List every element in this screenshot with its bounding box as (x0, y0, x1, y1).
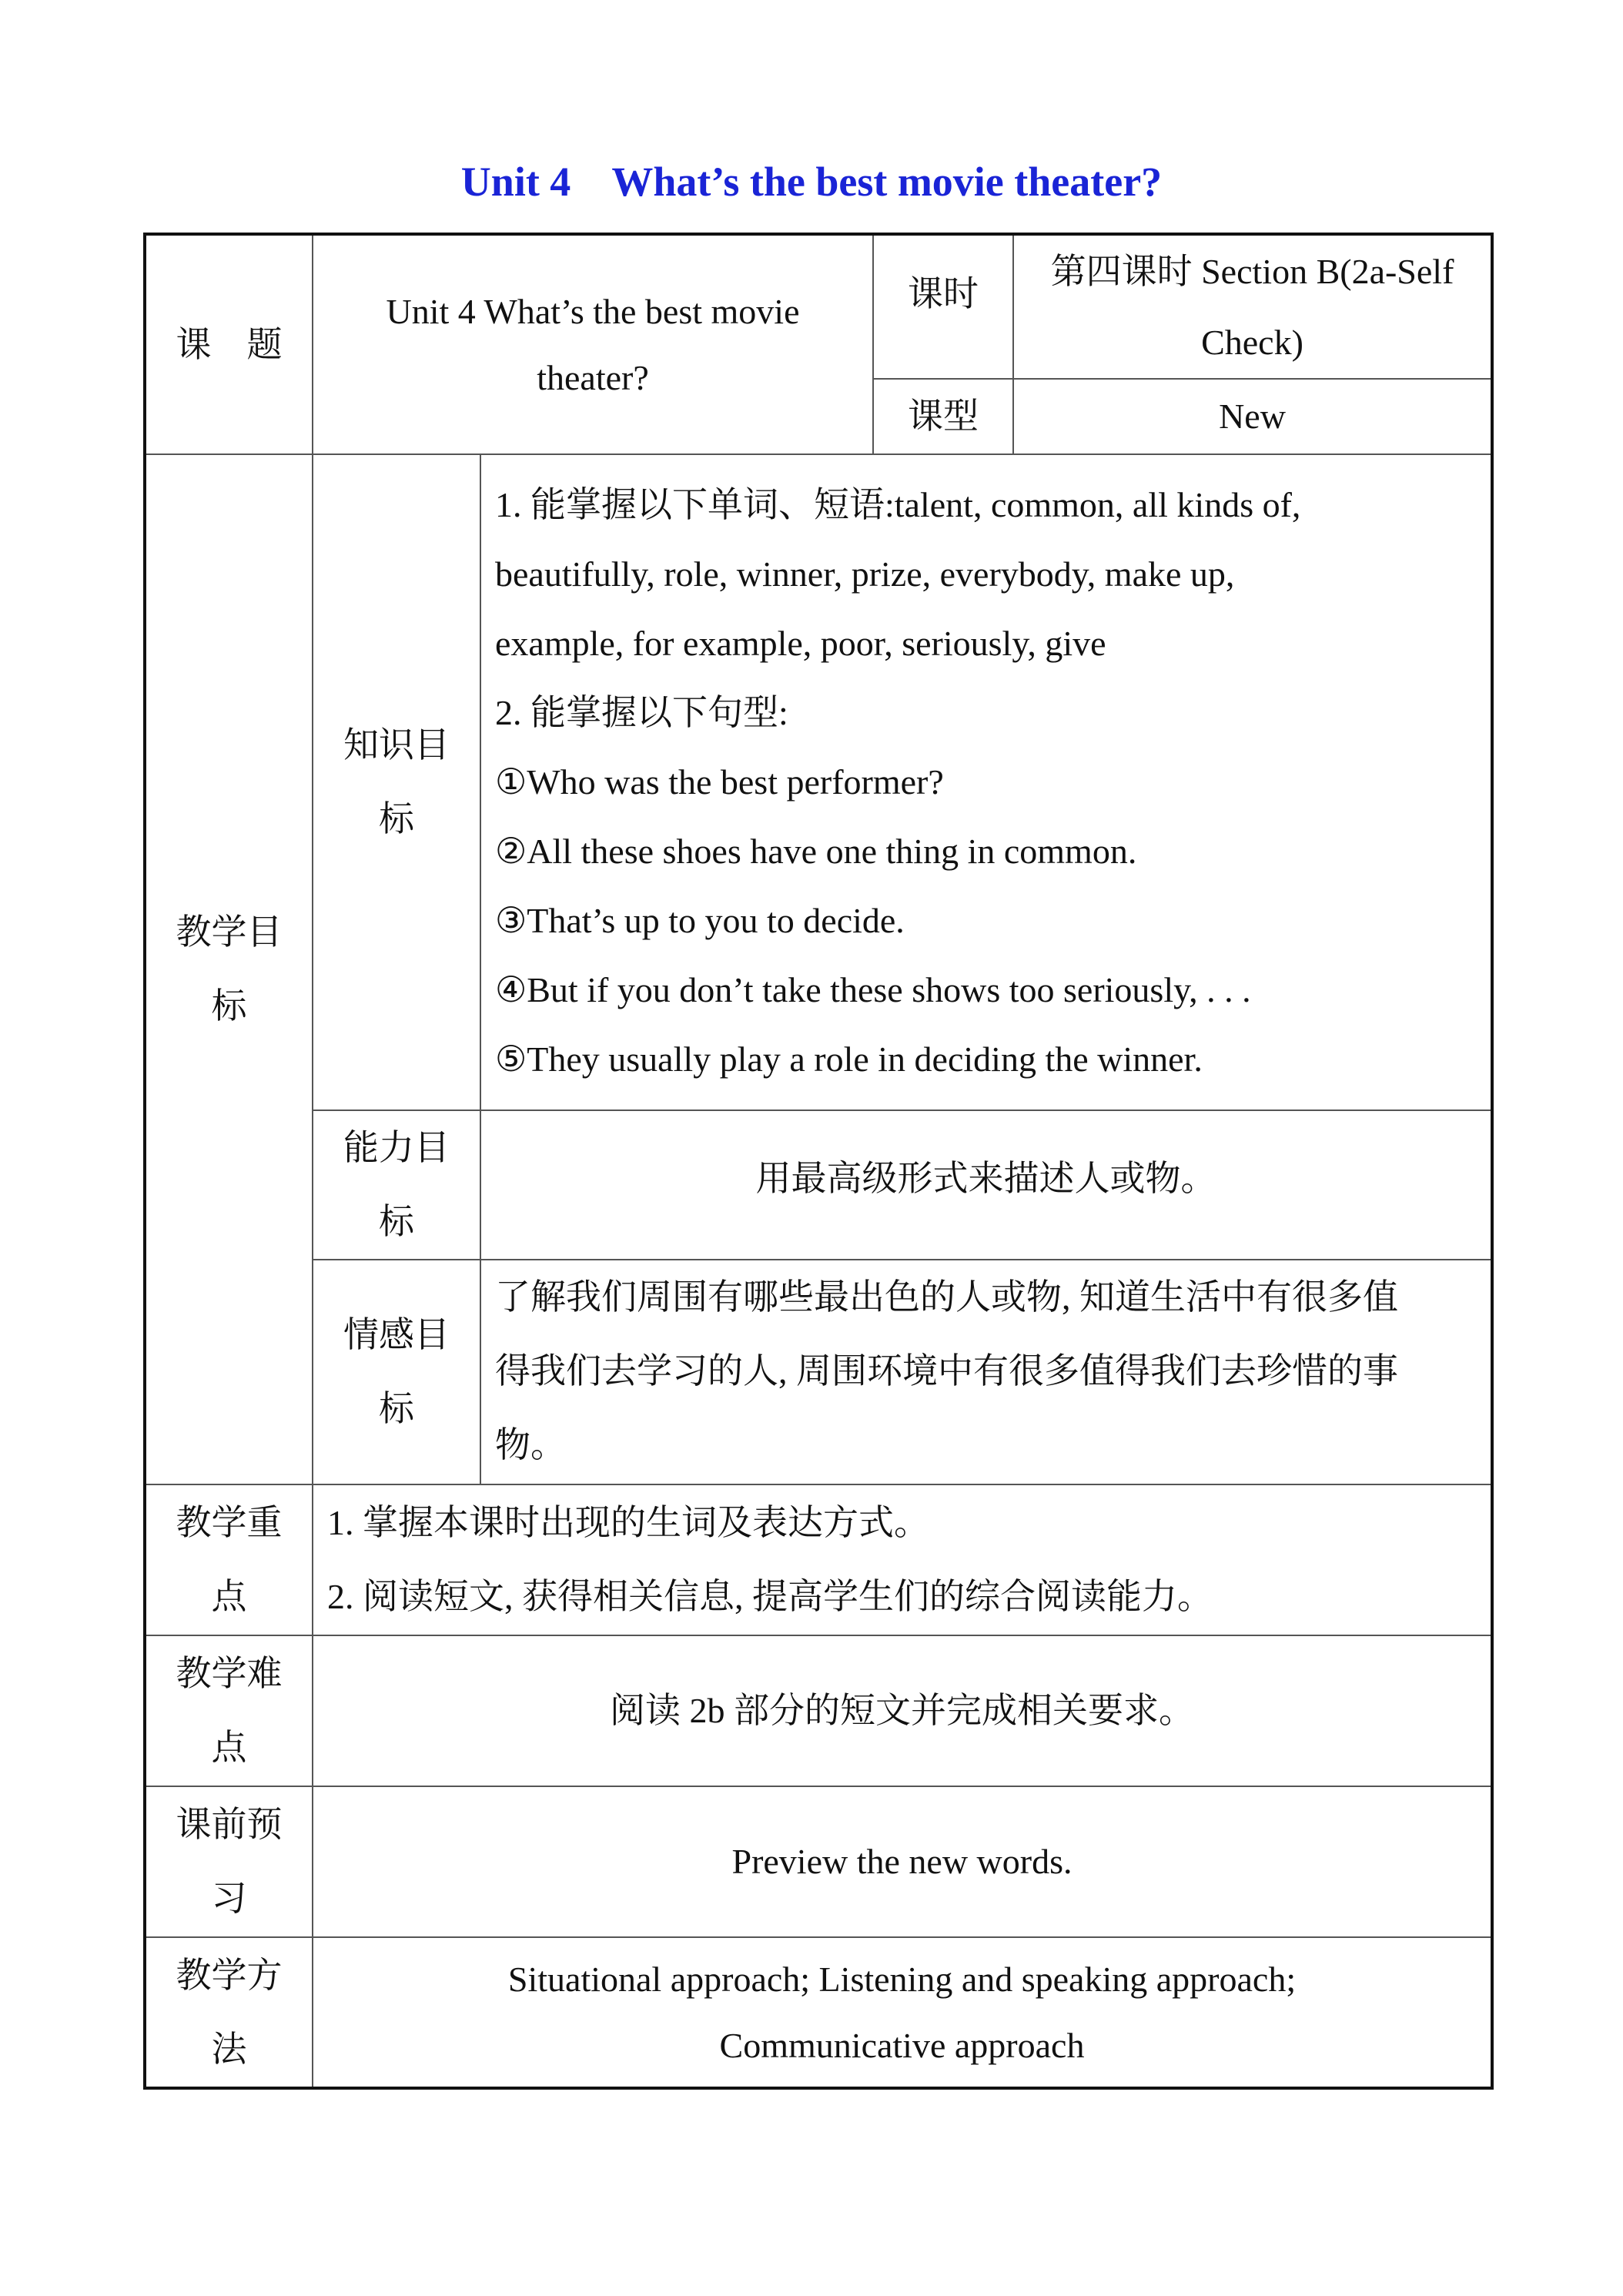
knowledge-line: 1. 能掌握以下单词、短语:talent, common, all kinds of, (495, 485, 1301, 524)
preview-label-line1: 课前预 (176, 1805, 283, 1844)
ability-label-line1: 能力目 (343, 1128, 450, 1167)
emotion-label-cell (313, 1260, 480, 1484)
knowledge-line: ①Who was the best performer? (495, 762, 944, 802)
ability-label-cell (313, 1110, 480, 1260)
methods-line1: Situational approach; Listening and speaking approach; (507, 1959, 1297, 1999)
knowledge-line: 2. 能掌握以下句型: (495, 693, 788, 732)
knowledge-row (145, 454, 1492, 1110)
methods-label-cell (145, 1937, 313, 2088)
emotion-row (145, 1260, 1492, 1484)
difficulties-label-line2: 点 (211, 1728, 247, 1767)
period-value-cell (1013, 234, 1492, 379)
ability-row (145, 1110, 1492, 1260)
page-title: Unit 4 What’s the best movie theater? (460, 159, 1163, 205)
knowledge-line: ③That’s up to you to decide. (495, 901, 905, 940)
type-label: 课型 (908, 397, 979, 436)
emotion-label-line1: 情感目 (343, 1315, 450, 1354)
knowledge-line: ②All these shoes have one thing in common. (495, 832, 1137, 871)
methods-label-line1: 教学方 (176, 1955, 283, 1995)
key-point-line: 2. 阅读短文, 获得相关信息, 提高学生们的综合阅读能力。 (327, 1577, 1213, 1616)
topic-value-cell (313, 234, 873, 454)
type-label-cell (873, 379, 1013, 454)
key-points-content-cell (313, 1484, 1492, 1635)
preview-text: Preview the new words. (731, 1842, 1073, 1881)
knowledge-line: ⑤They usually play a role in deciding the winner. (495, 1039, 1203, 1079)
knowledge-label-cell (313, 454, 480, 1110)
emotion-line: 了解我们周围有哪些最出色的人或物, 知道生活中有很多值 (495, 1277, 1398, 1317)
difficulties-label-line1: 教学难 (176, 1654, 283, 1693)
knowledge-label-line2: 标 (379, 799, 414, 838)
methods-label-line2: 法 (211, 2029, 247, 2069)
preview-label-cell (145, 1786, 313, 1937)
period-label-cell (873, 234, 1013, 379)
key-points-label-cell (145, 1484, 313, 1635)
objectives-label-line2: 标 (211, 986, 247, 1026)
ability-text: 用最高级形式来描述人或物。 (755, 1159, 1216, 1198)
ability-label-line2: 标 (379, 1202, 414, 1241)
knowledge-label-line1: 知识目 (343, 725, 450, 765)
type-value-cell (1013, 379, 1492, 454)
topic-value-line1: Unit 4 What’s the best movie (386, 291, 800, 331)
methods-content-cell (313, 1937, 1492, 2088)
type-value: New (1219, 397, 1286, 436)
difficulties-text: 阅读 2b 部分的短文并完成相关要求。 (610, 1691, 1194, 1730)
objectives-label-cell (145, 454, 313, 1484)
difficulties-content-cell (313, 1635, 1492, 1786)
knowledge-content-cell (480, 454, 1492, 1110)
key-point-line: 1. 掌握本课时出现的生词及表达方式。 (327, 1503, 929, 1542)
methods-line2: Communicative approach (719, 2025, 1085, 2065)
emotion-line: 得我们去学习的人, 周围环境中有很多值得我们去珍惜的事 (495, 1351, 1398, 1391)
period-value-line1: 第四课时 Section B(2a-Self (1050, 251, 1454, 291)
key-points-label-line2: 点 (211, 1577, 247, 1616)
preview-content-cell (313, 1786, 1492, 1937)
difficulties-label-cell (145, 1635, 313, 1786)
emotion-line: 物。 (495, 1425, 566, 1464)
knowledge-line: example, for example, poor, seriously, give (495, 624, 1106, 663)
topic-value-line2: theater? (537, 357, 649, 397)
preview-row (145, 1786, 1492, 1937)
topic-row (145, 234, 1492, 379)
ability-content-cell (480, 1110, 1492, 1260)
key-points-label-line1: 教学重 (176, 1503, 283, 1542)
topic-label: 课 题 (176, 324, 283, 364)
key-points-row (145, 1484, 1492, 1635)
methods-row (145, 1937, 1492, 2088)
period-label: 课时 (908, 274, 979, 313)
knowledge-line: beautifully, role, winner, prize, everybody, make up, (495, 554, 1235, 594)
topic-label-cell (145, 234, 313, 454)
difficulties-row (145, 1635, 1492, 1786)
emotion-content-cell (480, 1260, 1492, 1484)
period-value-line2: Check) (1201, 322, 1303, 362)
objectives-label-line1: 教学目 (176, 912, 283, 952)
preview-label-line2: 习 (211, 1879, 247, 1918)
emotion-label-line2: 标 (379, 1389, 414, 1428)
knowledge-line: ④But if you don’t take these shows too seriously, . . . (495, 970, 1251, 1009)
lesson-plan-table (143, 233, 1494, 2090)
